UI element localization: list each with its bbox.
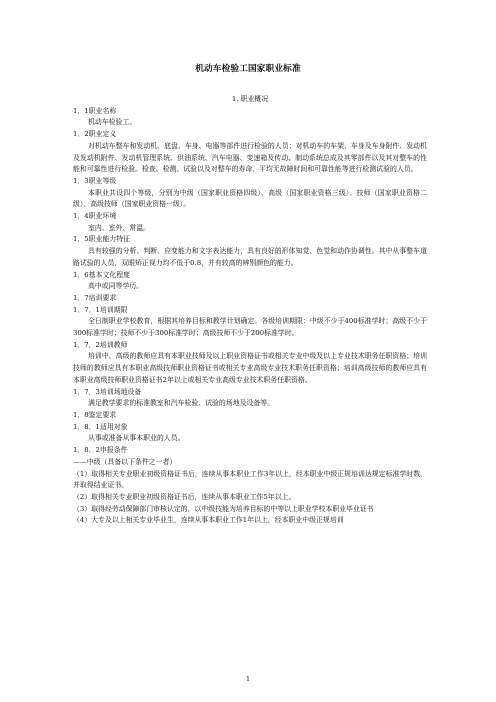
paragraph: 具有较强的分析、判断、应变能力和文字表达能力，具有良好的形体知觉、色觉和动作协调性。其中从事整车道路试验的人员，双眼矫正视力均不低于0.8，并有较高的辨别颜色的能力。	[73, 247, 427, 267]
text-line: 1．8鉴定要求	[73, 410, 117, 419]
text-line: 机动车检验工。	[88, 118, 137, 127]
text-line: 1．4职业环境	[73, 212, 117, 221]
text-line: 1．1职业名称	[73, 106, 117, 115]
text-line: 1．7．3培训场地设备	[73, 387, 142, 396]
text-line: （4）大专及以上相关专业毕业生，连续从事本职业工作1年以上，经本职业中级正规培训	[73, 516, 344, 525]
text-line: 1．6基本文化程度	[73, 270, 131, 279]
text-line: （2）取得相关专业职业初级资格证书后，连续从事本职业工作5年以上。	[73, 492, 296, 501]
text-line: 从事或准备从事本职业的人员。	[88, 434, 185, 443]
text-line: 室内、室外、常温。	[88, 223, 151, 232]
section-heading: 1. 职业概况	[231, 95, 269, 103]
text-line: 1．8．2申报条件	[73, 446, 128, 455]
paragraph: 对机动车整车和发动机、底盘、车身、电器等部件进行检验的人员；对机动车的车架、车身及车身附件、发动机及发动机附件、发动机管理系统、供油系统、汽车电器、变速箱及传动、制动系统总成及其零部件以及其对整车的性能和可靠性进行检验。检查、检测、试验以及对整车的寿命、平均无故障时间和可靠性能等进行检测试验的人员。	[73, 141, 427, 174]
paragraph: 培训中、高级的教师应具有本职业技师及以上职业资格证书或相关专业中级及以上专业技术职务任职资格；培训技师的教师应具有本职业高级技师职业资格证书或相关专业高级专业技术职务任职资格；培训高级技师的教师应具有本职业高级技师职业资格证书2年以上或相关专业高级专业技术职务任职资格。	[73, 352, 427, 384]
page-number: 1	[246, 676, 250, 683]
paragraph: （1）取得相关专业职业初级资格证书后，连续从事本职业工作3年以上，经本职业中级正规培训达规定标准学时数，并取得结业证书。	[73, 469, 427, 490]
text-line: 1．5职业能力特征	[73, 235, 131, 244]
text-line: 1．7培训要求	[73, 293, 117, 302]
text-line: 1．7．2培训教师	[73, 340, 128, 349]
text-line: 高中或同等学历。	[88, 282, 144, 291]
text-line: ——中级（具备以下条件之一者）	[73, 457, 177, 466]
document-title: 机动车检验工国家职业标准	[195, 64, 301, 74]
text-line: 1．7．1培训期限	[73, 305, 128, 314]
paragraph: 全日制职业学校教育，根据其培养目标和教学计划确定。各级培训期限：中级不少于400标准学时；高级不少于300标准学时；技师不少于300标准学时；高级技师不少于200标准学时。	[73, 317, 427, 338]
text-line: 1．3职业等级	[73, 176, 117, 185]
paragraph: 本职业共设四个等级，分别为中级（国家职业资格四级）、高级（国家职业资格三级）、技师（国家职业资格二级）、高级技师（国家职业资格一级）。	[73, 188, 427, 209]
paragraph: （3）取得经劳动保障部门审核认定的，以中级技能为培养目标的中等以上职业学校本职业毕业证书	[73, 504, 374, 513]
text-line: 1．8．1适用对象	[73, 422, 128, 431]
document-body	[73, 94, 427, 527]
text-line: 满足教学要求的标准教室和汽车检验、试验的场地及设备等。	[88, 399, 275, 408]
text-line: 1．2职业定义	[73, 130, 117, 139]
